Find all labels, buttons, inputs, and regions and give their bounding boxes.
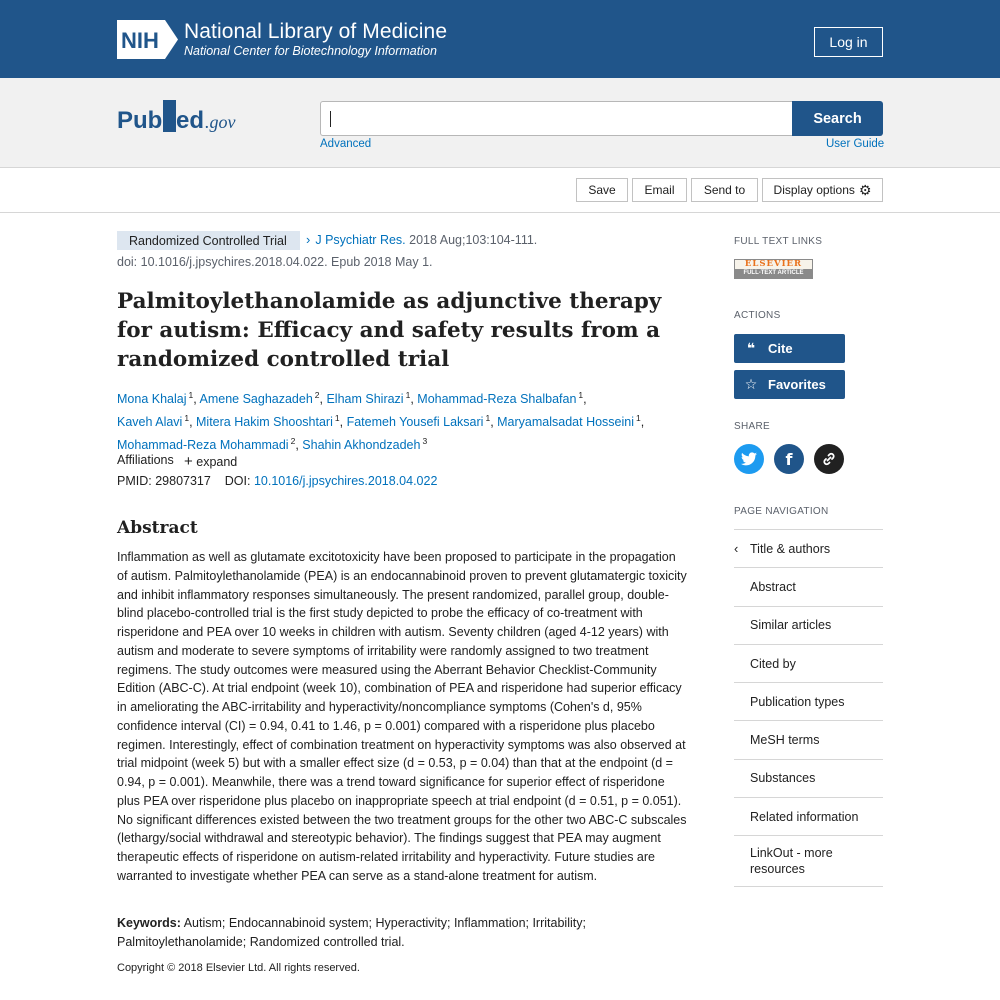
author-link[interactable]: Maryamalsadat Hosseini [497, 415, 634, 429]
elsevier-logo-text: ELSEVIER [735, 260, 812, 269]
favorites-label: Favorites [768, 377, 826, 392]
affiliation-number[interactable]: 1 [188, 390, 194, 400]
nih-logo[interactable] [117, 20, 178, 59]
actions-label: ACTIONS [734, 310, 781, 321]
display-options-label: Display options [773, 183, 855, 197]
twitter-icon [741, 452, 757, 466]
full-text-links-label: FULL TEXT LINKS [734, 236, 823, 247]
abstract-heading: Abstract [117, 518, 198, 538]
author-link[interactable]: Mohammad-Reza Shalbafan [417, 392, 577, 406]
citation-details: 2018 Aug;103:104-111. [409, 233, 538, 247]
affiliation-number[interactable]: 1 [636, 413, 641, 423]
author-link[interactable]: Fatemeh Yousefi Laksari [346, 415, 484, 429]
nav-item-label: Substances [750, 771, 816, 786]
affiliation-number[interactable]: 2 [290, 436, 296, 446]
nav-similar-articles[interactable] [734, 606, 883, 644]
expand-label: expand [196, 455, 238, 469]
facebook-icon: f [785, 449, 793, 469]
elsevier-full-text-link[interactable] [734, 259, 813, 279]
nav-item-label: Cited by [750, 656, 796, 671]
search-band [0, 78, 1000, 168]
nih-logo-text: NIH [121, 28, 159, 53]
save-button[interactable]: Save [576, 178, 628, 202]
nlm-title: National Library of Medicine [184, 20, 448, 43]
nav-abstract[interactable] [734, 567, 883, 605]
article-identifiers [117, 474, 437, 488]
nav-substances[interactable] [734, 759, 883, 797]
cite-label: Cite [768, 341, 793, 356]
author-link[interactable]: Shahin Akhondzadeh [302, 438, 421, 452]
author-link[interactable]: Mohammad-Reza Mohammadi [117, 438, 289, 452]
pubmed-logo[interactable] [117, 98, 262, 138]
login-button[interactable]: Log in [814, 27, 883, 57]
affiliations-expand-toggle[interactable] [184, 453, 237, 470]
journal-link[interactable]: J Psychiatr Res. [315, 233, 406, 247]
display-options-button[interactable] [762, 178, 883, 202]
advanced-search-link[interactable]: Advanced [320, 138, 372, 150]
keywords-label: Keywords: [117, 916, 181, 930]
doi-label: DOI: [224, 474, 251, 488]
keywords [117, 914, 689, 952]
action-toolbar [0, 168, 1000, 213]
nav-item-label: MeSH terms [750, 733, 820, 748]
author-link[interactable]: Elham Shirazi [326, 392, 404, 406]
share-label: SHARE [734, 421, 770, 432]
nav-item-label: Publication types [750, 694, 845, 709]
search-input[interactable] [320, 101, 793, 136]
pmid-label: PMID: [117, 474, 152, 488]
nav-publication-types[interactable] [734, 682, 883, 720]
ncbi-subtitle: National Center for Biotechnology Information [184, 44, 437, 58]
email-button[interactable]: Email [632, 178, 687, 202]
affiliation-number[interactable]: 1 [405, 390, 411, 400]
nav-item-label: Title & authors [750, 541, 831, 556]
keywords-text: Autism; Endocannabinoid system; Hyperactivity; Inflammation; Irritability; Palmitoylethanolamide; Randomized controlled trial. [117, 916, 586, 949]
full-text-article-text: FULL-TEXT ARTICLE [735, 269, 812, 278]
affiliation-number[interactable]: 1 [184, 413, 190, 423]
nav-item-label: Similar articles [750, 618, 832, 633]
user-guide-link[interactable]: User Guide [826, 138, 885, 150]
favorites-button[interactable] [734, 370, 845, 399]
nav-item-label: Abstract [750, 579, 796, 594]
chevron-left-icon: ‹ [734, 541, 739, 557]
pmid-value: 29807317 [155, 474, 211, 488]
affiliation-number[interactable]: 3 [422, 436, 428, 446]
nih-header [0, 0, 1000, 78]
svg-text:.gov: .gov [205, 112, 236, 132]
nav-related-information[interactable] [734, 797, 883, 835]
abstract-text: Inflammation as well as glutamate excitotoxicity have been proposed to participate in the propagation of autism. Palmitoylethanolamide (PEA) is an endocannabinoid proven to prevent glutamatergic toxicity and inhibit inflammatory responses simultaneously. The present randomized, parallel group, double-blind placebo-controlled trial is the first study depicted to probe the efficacy of co-treatment with risperidone and PEA over 10 weeks in children with autism. Seventy children (aged 4-12 years) with autism and moderate to severe symptoms of irritability were randomly assigned to two treatment regimens. The study outcomes were measured using the Aberrant Behavior Checklist-Community Edition (ABC-C). At trial endpoint (week 10), combination of PEA and risperidone had superior efficacy in ameliorating the ABC-irritability and hyperactivity/noncompliance symptoms (Cohen's d, 95% confidence interval (CI) = 0.94, 0.41 to 1.46, p = 0.001) compared with a risperidone plus placebo regimen. Interestingly, effect of combination treatment on hyperactivity symptoms was also observed at trial midpoint (week 5) but with a smaller effect size (d = 0.53, p = 0.04) than that at the endpoint (d = 0.94, p = 0.001). Meanwhile, there was a trend toward significance for superior effect of risperidone plus PEA over risperidone plus placebo on inappropriate speech at trial endpoint (d = 0.51, p = 0.051). No significant differences existed between the two treatment groups for the other two ABC-C subscales (lethargy/social withdrawal and stereotypic behavior). The findings suggest that PEA may augment therapeutic effects of risperidone on autism-related irritability and hyperactivity. Future studies are warranted to investigate whether PEA can serve as a stand-alone treatment for autism. [117, 550, 687, 883]
affiliations-label: Affiliations [117, 453, 174, 467]
affiliation-number[interactable]: 1 [485, 413, 491, 423]
citation-line [306, 232, 537, 247]
link-icon [821, 451, 837, 467]
star-icon: ☆ [744, 376, 758, 392]
doi-epub-line: doi: 10.1016/j.jpsychires.2018.04.022. Epub 2018 May 1. [117, 255, 433, 269]
send-to-button[interactable]: Send to [691, 178, 758, 202]
page-navigation-label: PAGE NAVIGATION [734, 506, 829, 517]
cite-button[interactable] [734, 334, 845, 363]
page-navigation [734, 529, 883, 887]
search-button[interactable]: Search [792, 101, 883, 136]
nav-cited-by[interactable] [734, 644, 883, 682]
svg-text:Pub: Pub [117, 107, 163, 134]
article-title: Palmitoylethanolamide as adjunctive therapy for autism: Efficacy and safety results from a randomized controlled trial [117, 289, 662, 372]
gear-icon: ⚙ [858, 181, 872, 198]
text-caret [330, 111, 331, 127]
author-link[interactable]: Amene Saghazadeh [199, 392, 313, 406]
nav-title-authors[interactable] [734, 529, 883, 567]
facebook-share-button[interactable] [774, 444, 804, 474]
nav-mesh-terms[interactable] [734, 720, 883, 758]
quote-icon: ❝ [746, 340, 756, 356]
doi-link[interactable]: 10.1016/j.jpsychires.2018.04.022 [253, 474, 438, 488]
copyright-notice: Copyright © 2018 Elsevier Ltd. All rights reserved. [117, 962, 360, 974]
twitter-share-button[interactable] [734, 444, 764, 474]
author-link[interactable]: Mitera Hakim Shooshtari [196, 415, 333, 429]
nav-item-label: LinkOut - more resources [750, 846, 833, 877]
author-link[interactable]: Mona Khalaj [117, 392, 187, 406]
affiliation-number[interactable]: 1 [578, 390, 584, 400]
affiliation-number[interactable]: 1 [334, 413, 340, 423]
affiliation-number[interactable]: 2 [314, 390, 320, 400]
svg-text:ed: ed [176, 107, 205, 134]
plus-icon: + [184, 453, 193, 470]
nav-item-label: Related information [750, 809, 859, 824]
authors-list: Mona Khalaj $^1$, Amene Saghazadeh $^2$, Elham Shirazi $^1$, Mohammad-Reza Shalbafan $^1$, Kaveh Alavi $^1$, Mitera Hakim Shooshtari $^1$, Fatemeh Yousefi Laksari $^1$, Maryamalsadat Hosseini $^1$, Mohammad-Reza Mohammadi $^2$, Shahin Akhondzadeh $^3$ [117, 390, 645, 452]
chevron-right-icon: › [306, 232, 311, 247]
author-link[interactable]: Kaveh Alavi [117, 415, 183, 429]
nav-linkout[interactable] [734, 835, 883, 887]
publication-type-badge[interactable]: Randomized Controlled Trial [117, 231, 300, 250]
permalink-share-button[interactable] [814, 444, 844, 474]
